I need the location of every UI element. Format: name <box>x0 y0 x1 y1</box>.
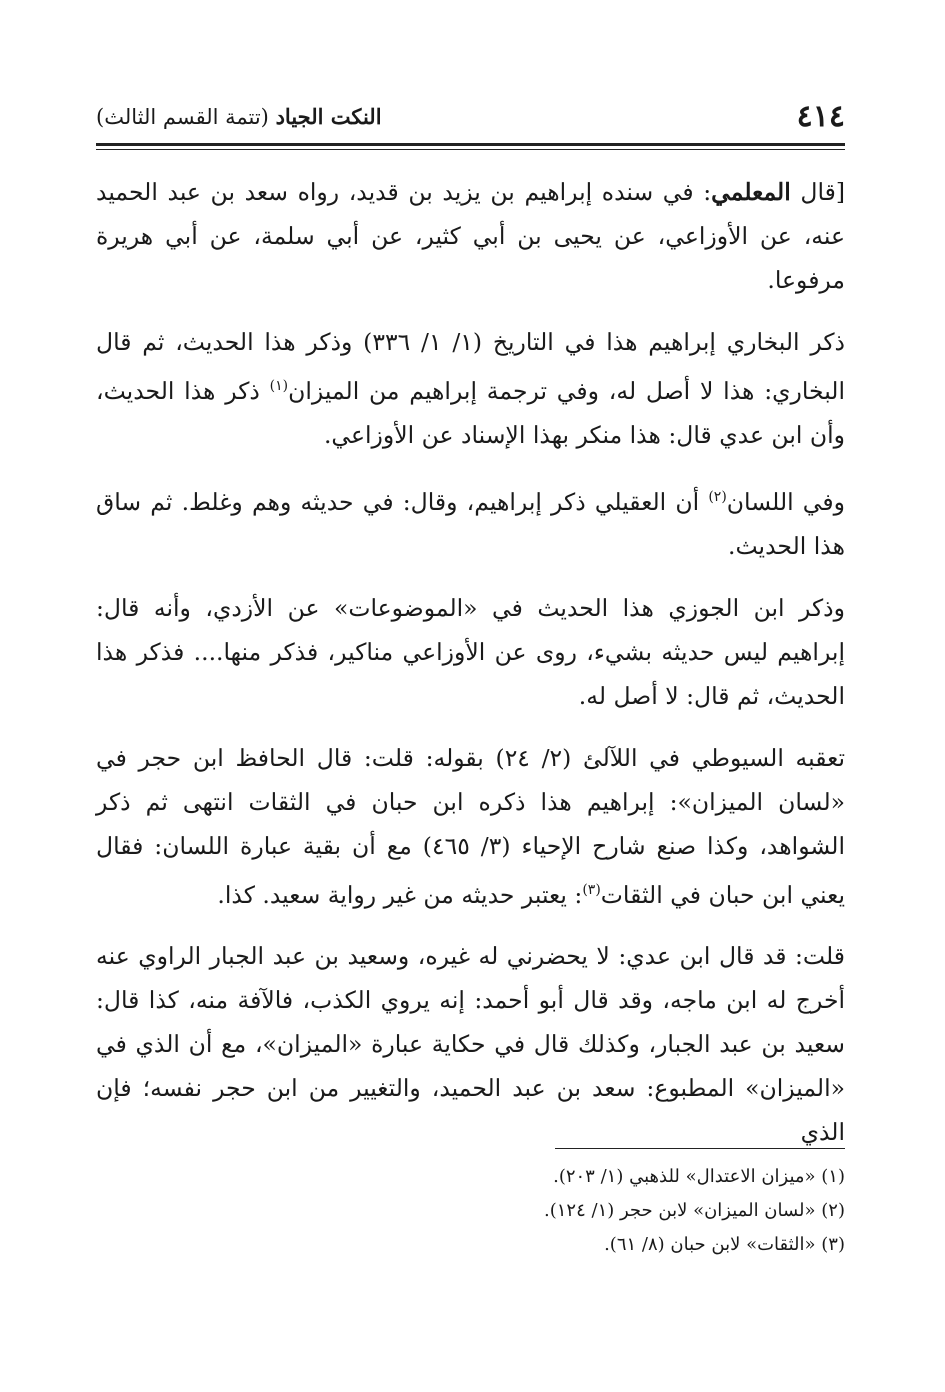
paragraph-4: وذكر ابن الجوزي هذا الحديث في «الموضوعات» عن الأزدي، وأنه قال: إبراهيم ليس حديثه بشيء، روى عن الأوزاعي مناكير، فذكر منها.... فذكر هذا الحديث، ثم قال: لا أصل له. <box>96 593 845 710</box>
paragraph-1-lead: [قال <box>790 178 846 206</box>
paragraph-2-text-b: ذكر هذا الحديث، وأن ابن عدي قال: هذا منكر بهذا الإسناد عن الأوزاعي. <box>96 376 845 449</box>
footnote-1: (١) «ميزان الاعتدال» للذهبي (١/ ٢٠٣). <box>553 1166 845 1187</box>
paragraph-1-text: : في سنده إبراهيم بن يزيد بن قديد، رواه سعد بن عبد الحميد عنه، عن الأوزاعي، عن يحيى بن أبي كثير، عن أبي سلمة، عن أبي هريرة مرفوعا. <box>96 178 845 294</box>
footnote-3: (٣) «الثقات» لابن حبان (٨/ ٦١). <box>604 1234 845 1255</box>
footnote-2: (٢) «لسان الميزان» لابن حجر (١/ ١٢٤). <box>544 1200 845 1221</box>
footnote-ref-1: (١) <box>269 378 289 394</box>
page-number: ٤١٤ <box>796 98 845 134</box>
header-rule-thin <box>96 149 845 150</box>
footnote-ref-2: (٢) <box>708 488 727 505</box>
running-title <box>96 104 382 129</box>
paragraph-3 <box>96 475 845 568</box>
paragraph-2-text-a: ذكر البخاري إبراهيم هذا في التاريخ (١/ ١/ ٣٣٦) وذكر هذا الحديث، ثم قال البخاري: هذا لا أصل له، وفي ترجمة إبراهيم من الميزان <box>96 328 845 405</box>
page-header <box>96 100 845 132</box>
main-text <box>96 170 845 1172</box>
book-title: النكت الجياد <box>275 103 382 129</box>
footnote-ref-3: (٣) <box>582 881 601 898</box>
author-name: المعلمي <box>711 178 791 206</box>
paragraph-3-text-a: وفي اللسان <box>726 487 845 516</box>
paragraph-5-text-a: تعقبه السيوطي في اللآلئ (٢/ ٢٤) بقوله: قلت: قال الحافظ ابن حجر في «لسان الميزان»: إبراهيم هذا ذكره ابن حبان في الثقات انتهى ثم ذكر الشواهد، وكذا صنع شارح الإحياء (٣/ ٤٦٥) مع أن بقية عبارة اللسان: فقال يعني ابن حبان في الثقات <box>96 743 845 909</box>
paragraph-5-text-b: : يعتبر حديثه من غير رواية سعيد. كذا. <box>217 880 583 909</box>
paragraph-2 <box>96 320 845 457</box>
paragraph-6: قلت: قد قال ابن عدي: لا يحضرني له غيره، وسعيد بن عبد الجبار الراوي عنه أخرج له ابن ماجه، وقد قال أبو أحمد: إنه يروي الكذب، فالآفة منه، كذا قال: سعيد بن عبد الجبار، وكذلك قال في حكاية عبارة «الميزان»، مع أن الذي في «الميزان» المطبوع: سعد بن عبد الحميد، والتغيير من ابن حجر نفسه؛ فإن الذي <box>96 942 845 1147</box>
book-part: (تتمة القسم الثالث) <box>96 104 269 129</box>
paragraph-3-text-b: أن العقيلي ذكر إبراهيم، وقال: في حديثه وهم وغلط. ثم ساق هذا الحديث. <box>96 487 845 560</box>
paragraph-5 <box>96 736 845 917</box>
paragraph-1 <box>96 170 845 302</box>
footnotes <box>96 1160 845 1262</box>
header-rule-thick <box>96 143 845 146</box>
footnote-separator <box>555 1148 845 1149</box>
